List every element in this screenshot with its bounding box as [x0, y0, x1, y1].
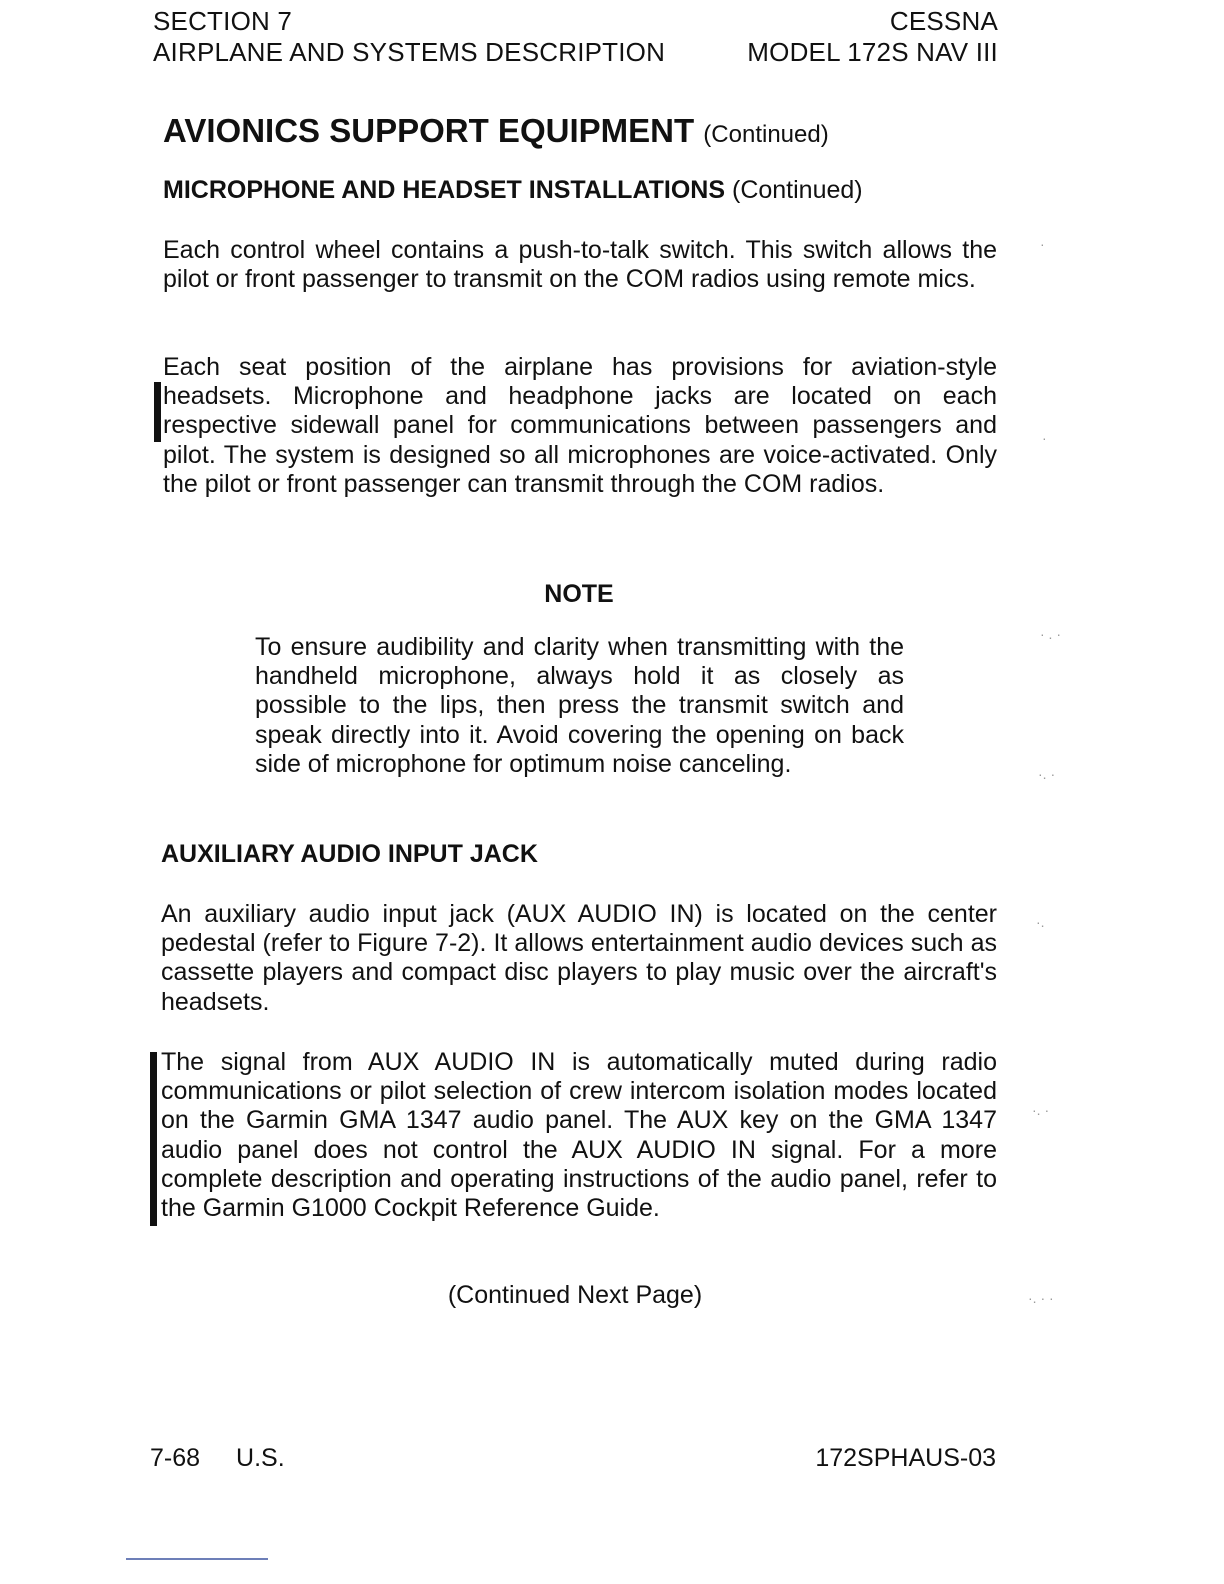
page-header-right	[747, 6, 998, 68]
note-heading: NOTE	[544, 580, 614, 608]
continued-next-page: (Continued Next Page)	[447, 1281, 703, 1309]
document-id: 172SPHAUS-03	[815, 1444, 996, 1472]
scan-speck: ·.	[1036, 914, 1045, 930]
page-header-left	[153, 6, 665, 68]
manufacturer-label: CESSNA	[889, 6, 998, 36]
scan-speck: ·. ·	[1038, 766, 1056, 782]
aux-audio-heading: AUXILIARY AUDIO INPUT JACK	[161, 840, 538, 868]
page-title-text: AVIONICS SUPPORT EQUIPMENT	[163, 112, 695, 149]
scan-speck: ·. ·	[1032, 1102, 1050, 1118]
section-label: SECTION 7	[153, 6, 293, 36]
paragraph-aux-jack: An auxiliary audio input jack (AUX AUDIO IN) is located on the center pedestal (refer to Figure 7-2). It allows entertainment audio devices such as cassette players and compact disc players to play music over the aircraft's headsets.	[161, 900, 997, 1016]
scan-speck: ·. · ·	[1028, 1290, 1054, 1306]
section-title: AIRPLANE AND SYSTEMS DESCRIPTION	[153, 37, 666, 67]
paragraph-push-to-talk: Each control wheel contains a push-to-talk switch. This switch allows the pilot or front passenger to transmit on the COM radios using remote mics.	[163, 236, 997, 294]
scan-edge-line	[126, 1558, 268, 1560]
subsection-title-text: MICROPHONE AND HEADSET INSTALLATIONS	[163, 176, 726, 204]
revision-bar	[154, 382, 161, 442]
page-title-continued: (Continued)	[703, 121, 829, 148]
paragraph-headsets: Each seat position of the airplane has provisions for aviation-style headsets. Microphone and headphone jacks are located on each respective sidewall panel for communications between passengers and pilot. The system is designed so all microphones are voice-activated. Only the pilot or front passenger can transmit through the COM radios.	[163, 353, 997, 498]
model-label: MODEL 172S NAV III	[747, 37, 998, 67]
page-footer-left	[150, 1444, 285, 1473]
note-body: To ensure audibility and clarity when transmitting with the handheld microphone, always hold it as closely as possible to the lips, then press the transmit switch and speak directly into it. Avoid covering the opening on back side of microphone for optimum noise canceling.	[255, 633, 904, 778]
revision-bar	[150, 1052, 157, 1226]
scan-speck: ·	[1040, 236, 1045, 252]
subsection-title	[163, 176, 863, 205]
paragraph-aux-signal: The signal from AUX AUDIO IN is automatically muted during radio communications or pilot selection of crew intercom isolation modes located on the Garmin GMA 1347 audio panel. The AUX key on the GMA 1347 audio panel does not control the AUX AUDIO IN signal. For a more complete description and operating instructions of the audio panel, refer to the Garmin G1000 Cockpit Reference Guide.	[161, 1048, 997, 1223]
page-title	[163, 112, 829, 150]
subsection-title-continued: (Continued)	[732, 176, 863, 204]
region-label: U.S.	[236, 1444, 285, 1472]
scan-speck: ·	[1042, 430, 1047, 446]
scan-speck: · . ·	[1040, 626, 1061, 642]
page-number: 7-68	[150, 1444, 201, 1472]
